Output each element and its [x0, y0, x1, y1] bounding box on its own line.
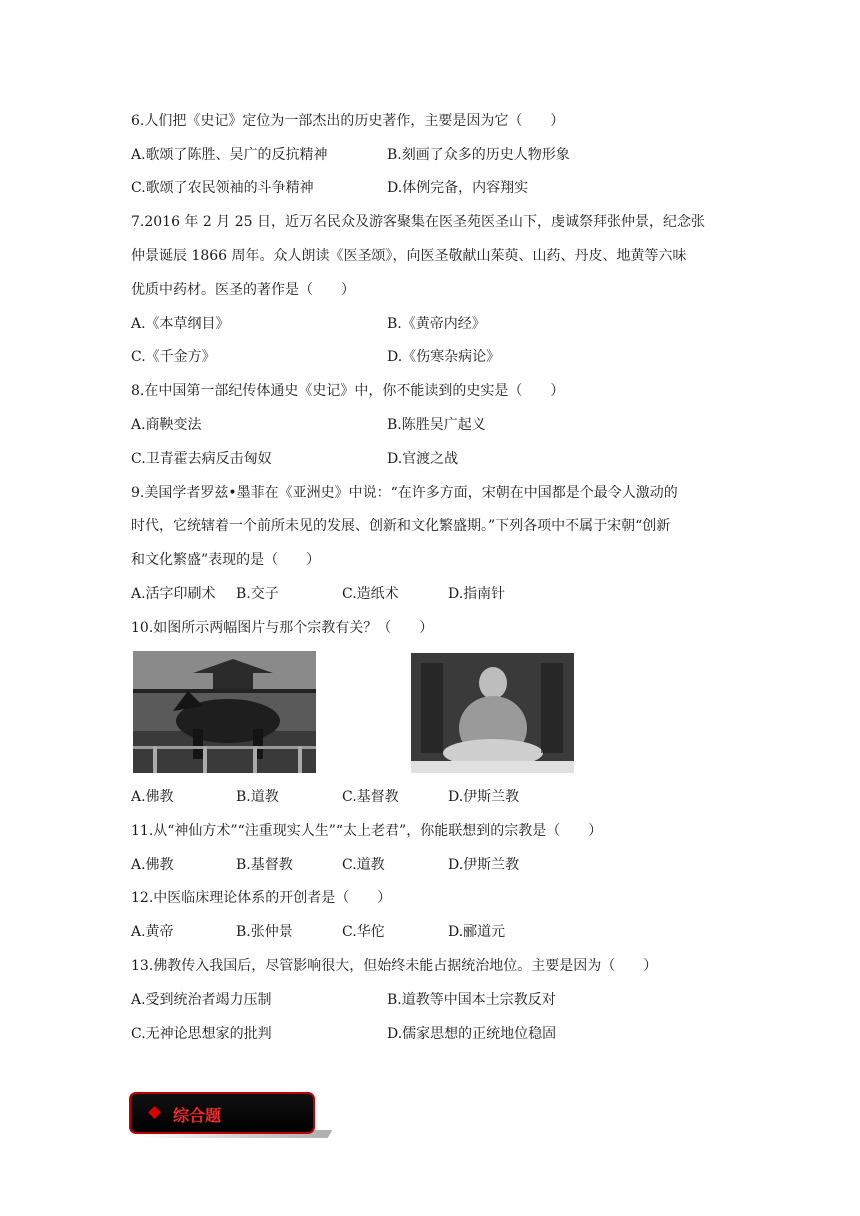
- question-7-stem-line-2: 仲景诞辰 1866 周年。众人朗读《医圣颂》，向医圣敬献山茱萸、山药、丹皮、地黄等六味: [131, 248, 687, 264]
- question-9-option-a: A.活字印刷术: [131, 586, 216, 602]
- question-9-stem-line-2: 时代，它统辖着一个前所未见的发展、创新和文化繁盛期。”下列各项中不属于宋朝“创新: [131, 518, 671, 534]
- question-9-stem-line-3: 和文化繁盛”表现的是（ ）: [131, 552, 321, 568]
- question-11-option-d: D.伊斯兰教: [448, 857, 520, 873]
- section-banner: [129, 1092, 315, 1134]
- question-8-option-a: A.商鞅变法: [131, 417, 202, 433]
- question-12-option-c: C.华佗: [342, 924, 385, 940]
- question-13-stem: 13.佛教传入我国后，尽管影响很大，但始终未能占据统治地位。主要是因为（ ）: [131, 958, 658, 974]
- question-9-stem-line-1: 9.美国学者罗兹•墨菲在《亚洲史》中说：“在许多方面，宋朝在中国都是个最令人激动的: [131, 485, 678, 501]
- question-6-option-c: C.歌颂了农民领袖的斗争精神: [131, 180, 314, 196]
- question-8-option-c: C.卫青霍去病反击匈奴: [131, 451, 272, 467]
- question-10-stem: 10.如图所示两幅图片与那个宗教有关？（ ）: [131, 620, 434, 636]
- question-11-option-b: B.基督教: [236, 857, 293, 873]
- question-7-stem-line-3: 优质中药材。医圣的著作是（ ）: [131, 282, 355, 298]
- question-6-option-d: D.体例完备，内容翔实: [387, 180, 529, 196]
- question-11-option-c: C.道教: [342, 857, 385, 873]
- stone-animal-sculpture-image: [133, 651, 316, 773]
- question-9-option-d: D.指南针: [448, 586, 506, 602]
- question-7-option-a: A.《本草纲目》: [131, 316, 230, 332]
- question-10-option-c: C.基督教: [342, 789, 399, 805]
- question-7-option-c: C.《千金方》: [131, 349, 216, 365]
- question-12-option-a: A.黄帝: [131, 924, 174, 940]
- section-title: 综合题: [173, 1106, 222, 1125]
- question-7-stem-line-1: 7.2016 年 2 月 25 日，近万名民众及游客聚集在医圣苑医圣山下，虔诚祭拜张仲景，纪念张: [131, 214, 705, 230]
- question-8-option-d: D.官渡之战: [387, 451, 459, 467]
- question-10-option-a: A.佛教: [131, 789, 174, 805]
- question-10-option-d: D.伊斯兰教: [448, 789, 520, 805]
- question-13-option-a: A.受到统治者竭力压制: [131, 992, 272, 1008]
- question-10-option-b: B.道教: [236, 789, 279, 805]
- question-8-stem: 8.在中国第一部纪传体通史《史记》中，你不能读到的史实是（ ）: [131, 383, 565, 399]
- question-6-option-a: A.歌颂了陈胜、吴广的反抗精神: [131, 147, 328, 163]
- question-12-option-d: D.郦道元: [448, 924, 506, 940]
- question-11-option-a: A.佛教: [131, 857, 174, 873]
- question-6-stem: 6.人们把《史记》定位为一部杰出的历史著作，主要是因为它（ ）: [131, 113, 565, 129]
- question-7-option-b: B.《黄帝内经》: [387, 316, 486, 332]
- diamond-bullet-icon: [148, 1106, 161, 1119]
- question-6-option-b: B.刻画了众多的历史人物形象: [387, 147, 570, 163]
- question-8-option-b: B.陈胜吴广起义: [387, 417, 486, 433]
- seated-statue-image: [411, 653, 574, 773]
- question-11-stem: 11.从“神仙方术”“注重现实人生”“太上老君”，你能联想到的宗教是（ ）: [131, 823, 603, 839]
- question-13-option-c: C.无神论思想家的批判: [131, 1026, 272, 1042]
- question-13-option-b: B.道教等中国本土宗教反对: [387, 992, 556, 1008]
- question-9-option-b: B.交子: [236, 586, 279, 602]
- question-7-option-d: D.《伤寒杂病论》: [387, 349, 501, 365]
- question-12-stem: 12.中医临床理论体系的开创者是（ ）: [131, 890, 392, 906]
- question-13-option-d: D.儒家思想的正统地位稳固: [387, 1026, 557, 1042]
- question-12-option-b: B.张仲景: [236, 924, 293, 940]
- question-9-option-c: C.造纸术: [342, 586, 399, 602]
